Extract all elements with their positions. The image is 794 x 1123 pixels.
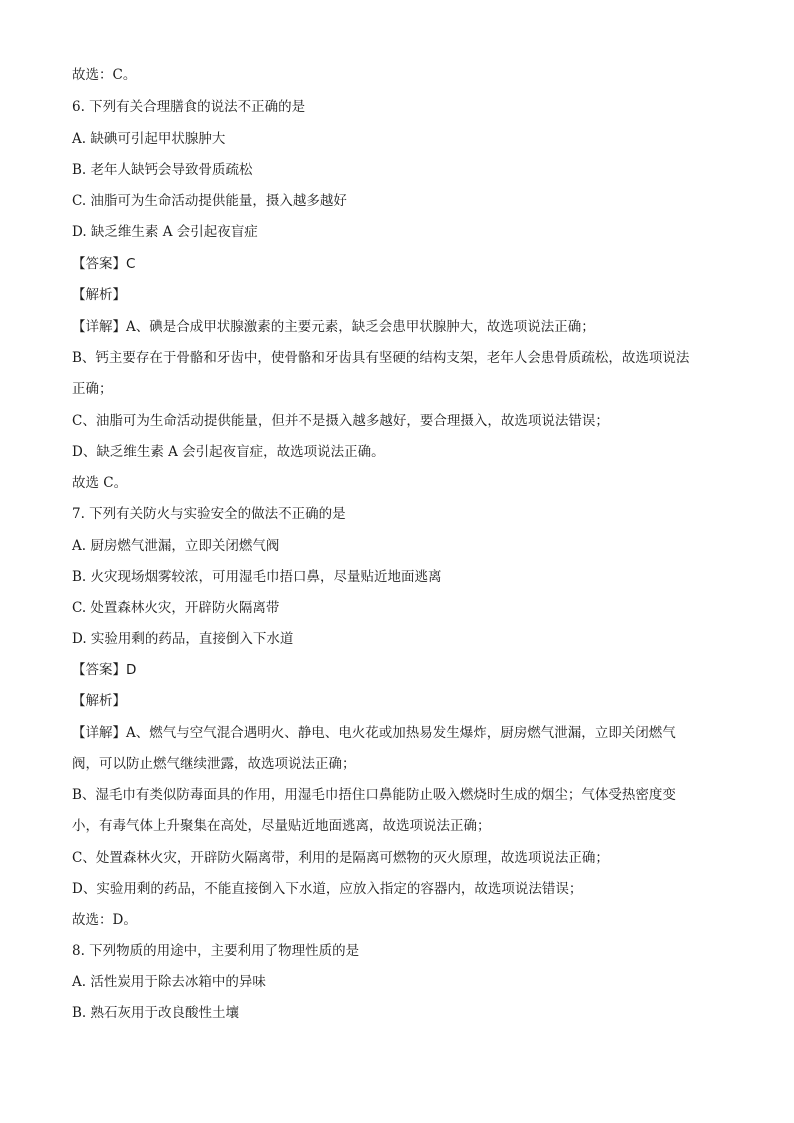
question-6-explanation: 【详解】A、碘是合成甲状腺激素的主要元素，缺乏会患甲状腺肿大，故选项说法正确； [72, 319, 595, 335]
question-6-explanation: D、缺乏维生素 A 会引起夜盲症，故选项说法正确。 [72, 444, 385, 460]
question-7-explanation: 【详解】A、燃气与空气混合遇明火、静电、电火花或加热易发生爆炸，厨房燃气泄漏，立即关闭燃气 [72, 725, 676, 741]
question-6-answer: 【答案】C [72, 256, 136, 272]
question-7-explanation: D、实验用剩的药品，不能直接倒入下水道，应放入指定的容器内，故选项说法错误； [72, 881, 583, 897]
question-7-option-c: C. 处置森林火灾，开辟防火隔离带 [72, 600, 280, 616]
question-6-option-c: C. 油脂可为生命活动提供能量，摄入越多越好 [72, 193, 347, 209]
question-7-option-d: D. 实验用剩的药品，直接倒入下水道 [72, 631, 294, 647]
question-6-option-d: D. 缺乏维生素 A 会引起夜盲症 [72, 224, 258, 240]
question-8-stem: 8. 下列物质的用途中，主要利用了物理性质的是 [72, 943, 360, 959]
question-6-explanation: B、钙主要存在于骨骼和牙齿中，使骨骼和牙齿具有坚硬的结构支架，老年人会患骨质疏松，故选项说法 [72, 350, 690, 366]
question-6-stem: 6. 下列有关合理膳食的说法不正确的是 [72, 99, 306, 115]
question-8-option-a: A. 活性炭用于除去冰箱中的异味 [72, 974, 266, 990]
question-6-explanation: C、油脂可为生命活动提供能量，但并不是摄入越多越好，要合理摄入，故选项说法错误； [72, 413, 609, 429]
question-6-option-b: B. 老年人缺钙会导致骨质疏松 [72, 162, 253, 178]
question-8-option-b: B. 熟石灰用于改良酸性土壤 [72, 1005, 240, 1021]
question-7-option-b: B. 火灾现场烟雾较浓，可用湿毛巾捂口鼻，尽量贴近地面逃离 [72, 569, 442, 585]
question-7-explanation: 小，有毒气体上升聚集在高处，尽量贴近地面逃离，故选项说法正确； [72, 818, 491, 834]
question-7-stem: 7. 下列有关防火与实验安全的做法不正确的是 [72, 506, 346, 522]
question-7-analysis-heading: 【解析】 [72, 693, 126, 709]
question-7-conclusion: 故选：D。 [72, 912, 137, 928]
answer-line: 故选：C。 [72, 67, 137, 83]
question-6-option-a: A. 缺碘可引起甲状腺肿大 [72, 131, 226, 147]
question-7-answer: 【答案】D [72, 662, 137, 678]
question-7-explanation: C、处置森林火灾，开辟防火隔离带，利用的是隔离可燃物的灭火原理，故选项说法正确； [72, 850, 609, 866]
question-7-option-a: A. 厨房燃气泄漏，立即关闭燃气阀 [72, 538, 280, 554]
question-6-analysis-heading: 【解析】 [72, 287, 126, 303]
question-7-explanation: B、湿毛巾有类似防毒面具的作用，用湿毛巾捂住口鼻能防止吸入燃烧时生成的烟尘；气体受热密度变 [72, 787, 676, 803]
question-6-explanation: 正确； [72, 381, 113, 397]
question-7-explanation: 阀，可以防止燃气继续泄露，故选项说法正确； [72, 756, 356, 772]
question-6-conclusion: 故选 C。 [72, 475, 128, 491]
